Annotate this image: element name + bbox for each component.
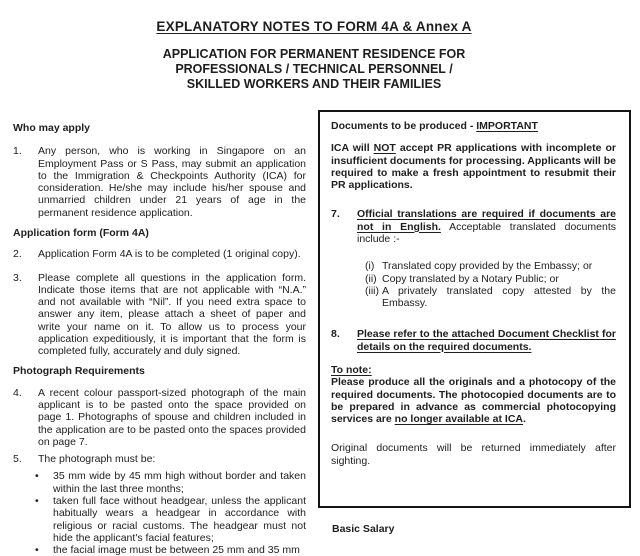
numbered-item-8	[331, 328, 616, 353]
page-subtitle	[0, 47, 628, 92]
bullet-icon: •	[35, 495, 39, 508]
bullet-icon: •	[35, 544, 39, 556]
document-header	[0, 19, 628, 92]
list-item	[13, 544, 306, 556]
bullet-text: 35 mm wide by 45 mm high without border and taken within the last three months;	[53, 470, 306, 495]
numbered-item-3	[13, 272, 306, 358]
ica-warning-paragraph	[331, 142, 616, 191]
numbered-item-2	[13, 248, 306, 260]
sub-item-marker: (ii)	[365, 272, 377, 285]
sub-item-text: A privately translated copy attested by the Embassy.	[382, 284, 616, 310]
section-heading-basic-salary: Basic Salary	[332, 523, 395, 535]
page-title	[0, 19, 628, 35]
item-number: 1.	[13, 145, 22, 158]
note-text: .	[523, 413, 526, 426]
item-text	[357, 208, 616, 245]
warning-text: ICA will	[331, 142, 374, 155]
numbered-item-5	[13, 453, 306, 465]
warning-not-emphasis: NOT	[373, 142, 396, 155]
subtitle-line-2: PROFESSIONALS / TECHNICAL PERSONNEL /	[175, 61, 453, 76]
section-heading-who-may-apply: Who may apply	[13, 122, 91, 134]
sub-item-text: Translated copy provided by the Embassy; or	[382, 260, 593, 273]
item-number: 2.	[13, 248, 22, 261]
item-text: The photograph must be:	[38, 453, 156, 466]
box-heading-important: IMPORTANT	[476, 120, 538, 132]
numbered-item-4	[13, 387, 306, 448]
numbered-item-1	[13, 145, 306, 219]
subtitle-line-1: APPLICATION FOR PERMANENT RESIDENCE FOR	[162, 46, 466, 61]
item-text: Any person, who is working in Singapore on an Employment Pass or S Pass, may submit an application to the Immigration & Checkpoints Authority (ICA) for consideration. He/she may include his/her spouse and unmarried children under 21 years of age in the permanent residence application.	[38, 145, 306, 219]
photo-requirements-bullet-list	[13, 470, 306, 556]
item-number: 5.	[13, 453, 22, 466]
item-text: Please complete all questions in the application form. Indicate those items that are not applicable with “N.A.” and not available with “Nil”. If you need extra space to answer any item, please attach a sheet of paper and write your name on it. To allow us to process your application expeditiously, it is important that the form is completed fully, accurately and duly signed.	[38, 271, 306, 358]
box-heading-text: Documents to be produced -	[331, 120, 477, 132]
list-item	[13, 470, 306, 495]
list-item	[331, 260, 616, 272]
list-item	[13, 495, 306, 544]
item-text: A recent colour passport-sized photograph of the main applicant is to be pasted onto the space provided on page 1. Photographs of spouse and children included in the application are to be pasted onto the spaces provided on page 7.	[38, 386, 306, 448]
numbered-item-7	[331, 208, 616, 245]
sub-item-marker: (iii)	[365, 284, 379, 297]
list-item	[331, 273, 616, 285]
subtitle-line-3: SKILLED WORKERS AND THEIR FAMILIES	[186, 76, 442, 91]
item-text: Application Form 4A is to be completed (1 original copy).	[38, 248, 301, 261]
original-documents-paragraph: Original documents will be returned immediately after sighting.	[331, 442, 616, 467]
list-item	[331, 285, 616, 310]
item-number: 7.	[331, 208, 340, 221]
item-number: 4.	[13, 386, 22, 399]
translated-documents-sublist	[331, 260, 616, 309]
sub-item-marker: (i)	[365, 260, 375, 273]
bullet-text: taken full face without headgear, unless the applicant habitually wears a headgear in accordance with religious or racial customs. The headgear must not hide the applicant's facial features;	[53, 495, 306, 544]
to-note-paragraph	[331, 376, 616, 425]
box-heading	[331, 120, 616, 132]
sub-item-text: Copy translated by a Notary Public; or	[382, 272, 559, 285]
note-underline-emphasis: no longer available at ICA	[394, 413, 524, 426]
item-number: 3.	[13, 271, 22, 284]
item-text: Please refer to the attached Document Checklist for details on the required documents.	[357, 328, 616, 353]
documents-to-be-produced-box	[318, 110, 631, 508]
item-number: 8.	[331, 328, 340, 341]
to-note-heading: To note:	[331, 363, 372, 376]
note-text: Please produce all the originals and a photocopy of the required documents. The photocopied documents are to be prepared in advance as commercial photocopying services are	[331, 376, 616, 426]
item7-tail: Acceptable translated documents include :-	[357, 220, 616, 245]
section-heading-photograph-requirements: Photograph Requirements	[13, 364, 145, 377]
section-heading-application-form: Application form (Form 4A)	[13, 226, 149, 239]
warning-text: accept PR applications with incomplete or insufficient documents for processing. Applicants will be required to make a fresh appointment to resubmit their PR applications.	[331, 142, 616, 192]
page-title-text: EXPLANATORY NOTES TO FORM 4A & Annex A	[156, 19, 472, 34]
left-column	[13, 116, 306, 556]
bullet-text: the facial image must be between 25 mm and 35 mm	[53, 544, 300, 556]
bullet-icon: •	[35, 470, 39, 483]
item7-lead-emphasis: Official translations are required if documents are not in English.	[357, 208, 616, 233]
